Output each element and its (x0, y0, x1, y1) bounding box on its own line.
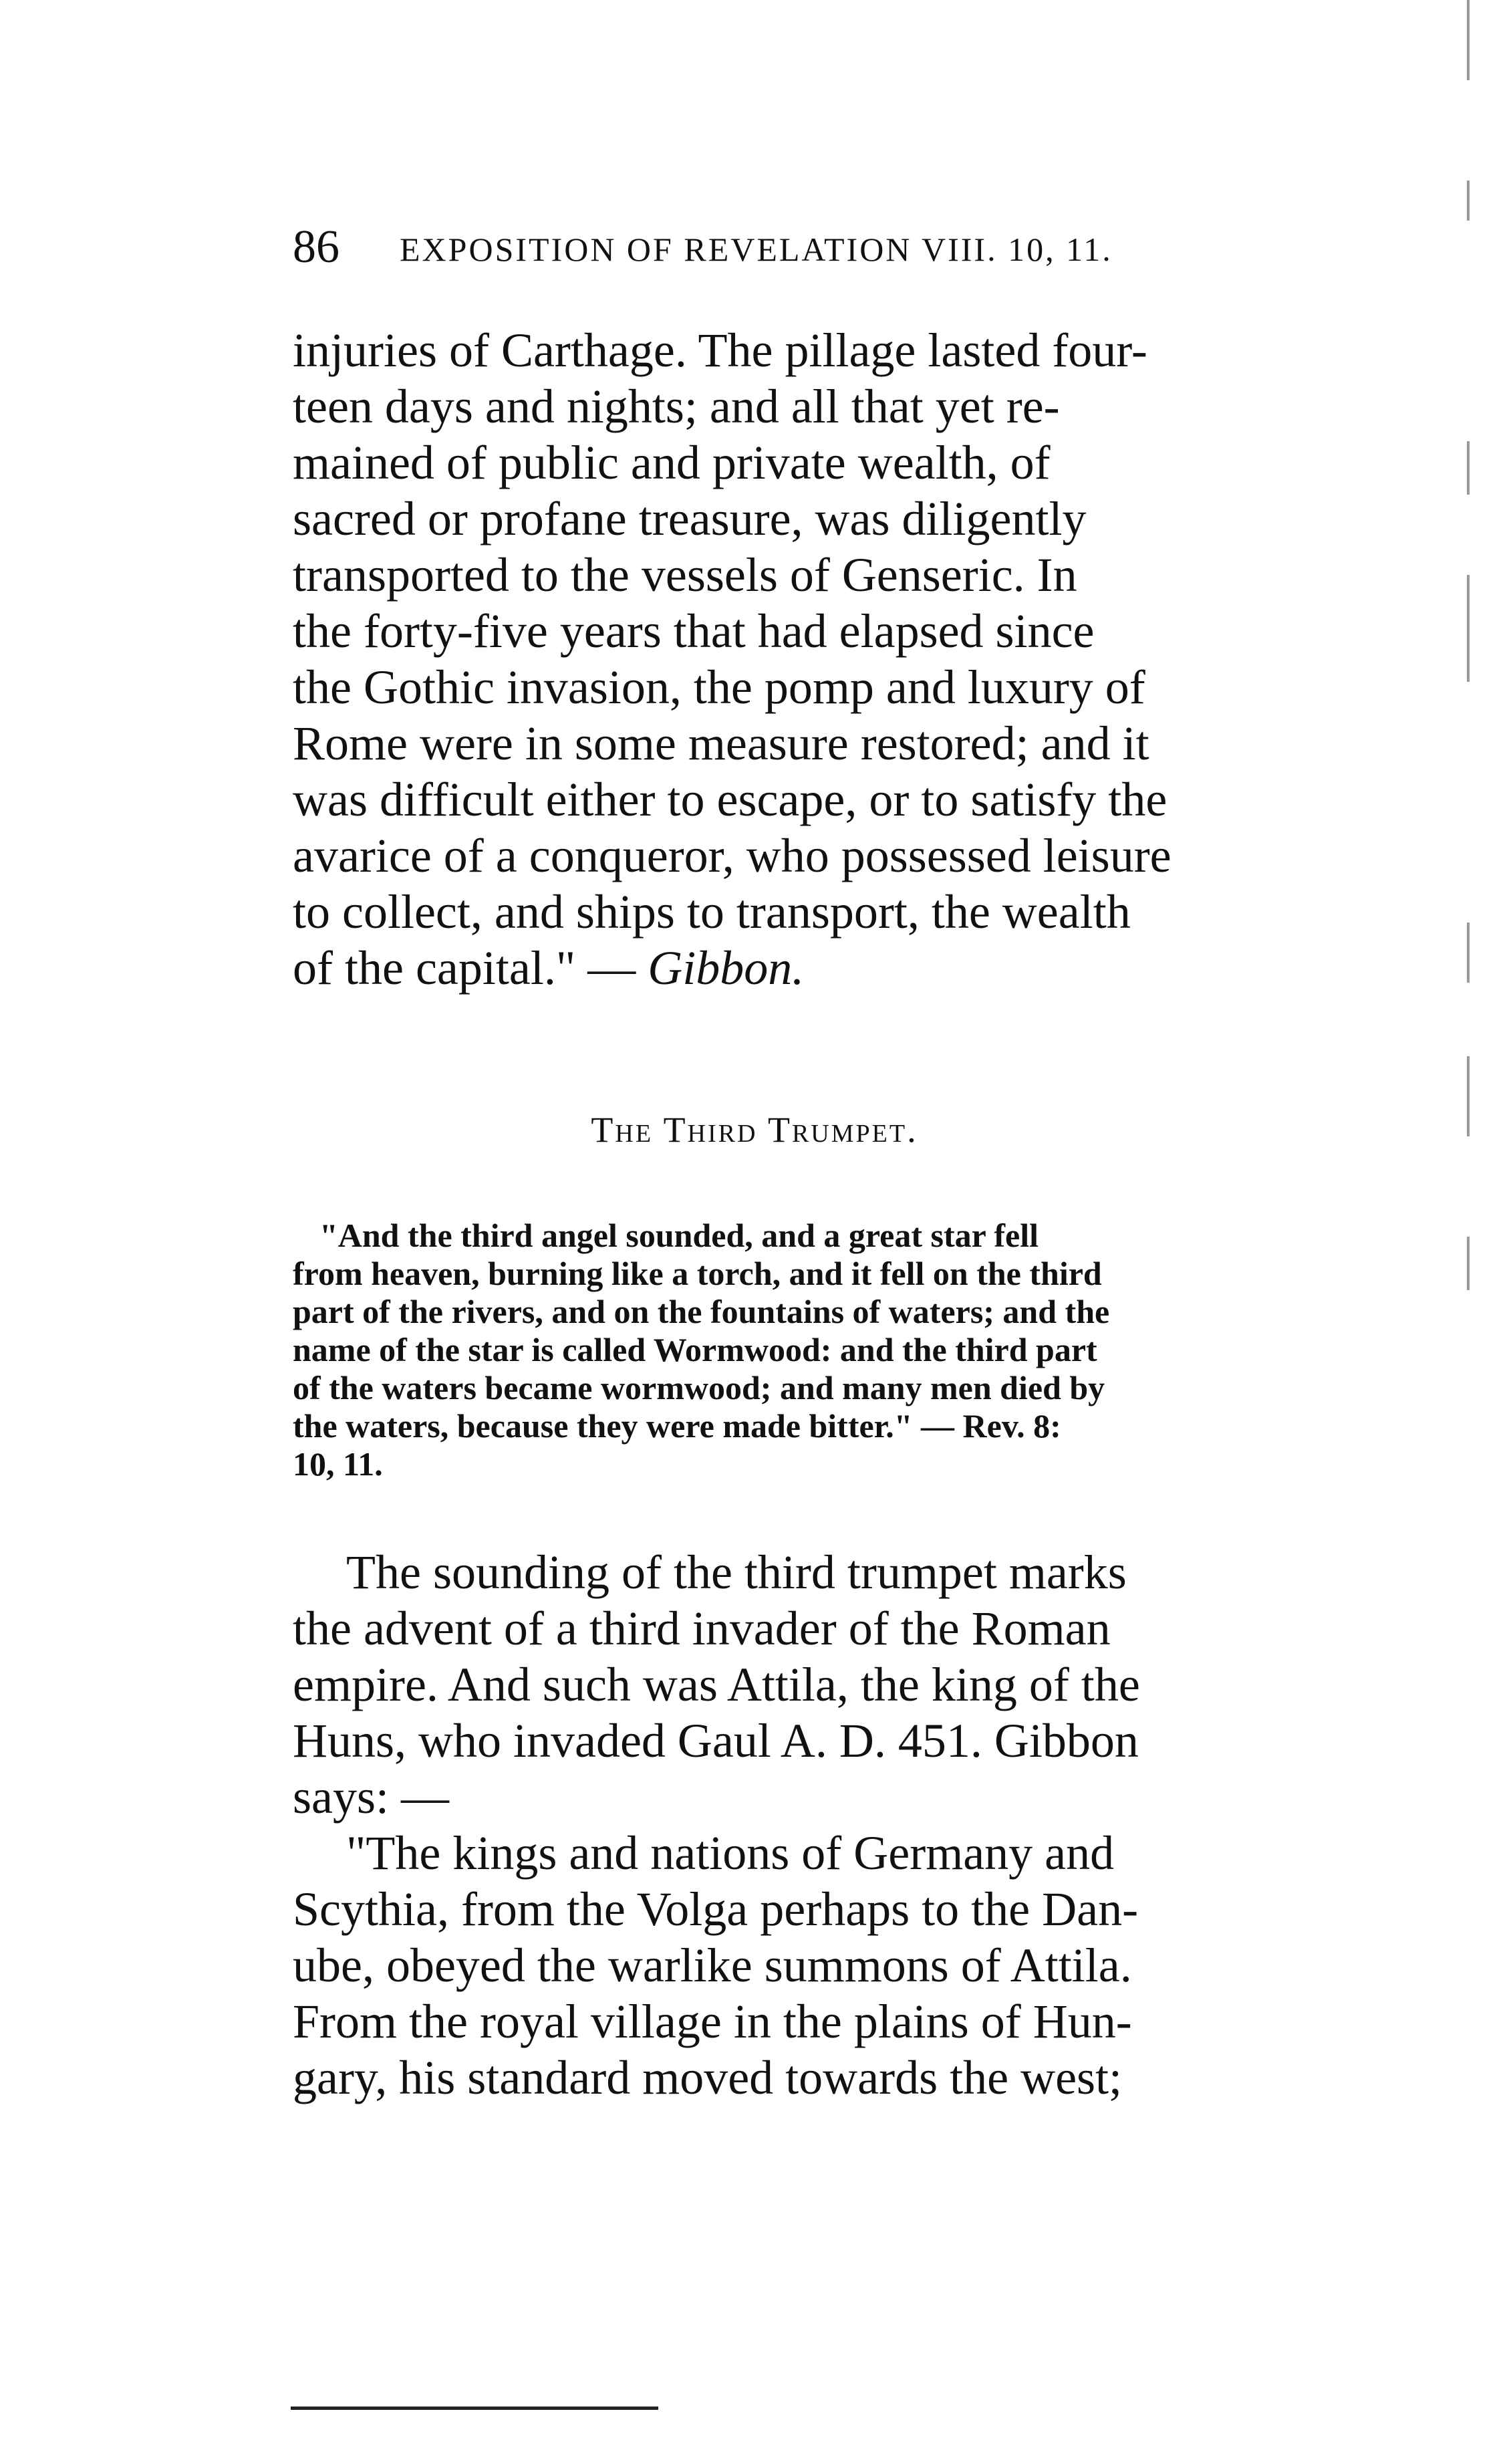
text-line: injuries of Carthage. The pillage lasted four- (293, 324, 1147, 377)
paragraph-gibbon-carthage (293, 322, 1429, 996)
text-line: teen days and nights; and all that yet re- (293, 380, 1060, 433)
text-line: From the royal village in the plains of Hun- (293, 1995, 1132, 2048)
text-line: "The kings and nations of Germany and (346, 1826, 1115, 1880)
text-line: the advent of a third invader of the Roman (293, 1602, 1111, 1655)
text-line: The sounding of the third trumpet marks (346, 1546, 1127, 1599)
text-line: sacred or profane treasure, was diligently (293, 492, 1087, 545)
scan-edge-mark (1467, 180, 1470, 221)
text-line: to collect, and ships to transport, the wealth (293, 885, 1131, 939)
text-line: the Gothic invasion, the pomp and luxury of (293, 660, 1145, 714)
scripture-quote (293, 1217, 1429, 1483)
text-line: transported to the vessels of Genseric. In (293, 548, 1077, 602)
running-head: EXPOSITION OF REVELATION VIII. 10, 11. (400, 231, 1113, 268)
quote-line: from heaven, burning like a torch, and it fell on the third (293, 1255, 1102, 1292)
scan-edge-mark (1467, 0, 1470, 80)
quote-line: the waters, because they were made bitter." — Rev. 8: (293, 1407, 1061, 1445)
section-heading: The Third Trumpet. (591, 1110, 918, 1150)
scan-edge-mark (1467, 922, 1470, 983)
page-number: 86 (293, 221, 339, 273)
text-line-with-attribution (293, 940, 1429, 996)
quote-line: 10, 11. (293, 1445, 383, 1483)
text-line: Huns, who invaded Gaul A. D. 451. Gibbon (293, 1714, 1139, 1767)
text-line: empire. And such was Attila, the king of the (293, 1658, 1140, 1711)
footer-rule (291, 2407, 658, 2410)
quote-line: "And the third angel sounded, and a great star fell (319, 1217, 1039, 1254)
text-fragment: of the capital." — (293, 941, 648, 995)
text-line: the forty-five years that had elapsed since (293, 604, 1095, 658)
text-line: ube, obeyed the warlike summons of Attila. (293, 1939, 1132, 1992)
text-line: says: — (293, 1770, 449, 1824)
text-line: was difficult either to escape, or to satisfy the (293, 773, 1168, 826)
page-header (293, 221, 1282, 274)
quote-line: part of the rivers, and on the fountains of waters; and the (293, 1293, 1110, 1330)
text-line: mained of public and private wealth, of (293, 436, 1051, 489)
text-line: Scythia, from the Volga perhaps to the Dan- (293, 1882, 1139, 1936)
attribution: Gibbon. (648, 941, 805, 995)
text-line: avarice of a conqueror, who possessed leisure (293, 829, 1172, 882)
scan-edge-mark (1467, 1056, 1470, 1136)
text-line: gary, his standard moved towards the west; (293, 2051, 1123, 2104)
scan-edge-mark (1467, 575, 1470, 682)
scan-edge-mark (1467, 441, 1470, 495)
paragraph-third-trumpet (293, 1544, 1429, 2106)
scan-edge-mark (1467, 1237, 1470, 1290)
quote-line: of the waters became wormwood; and many men died by (293, 1369, 1105, 1406)
text-line: Rome were in some measure restored; and it (293, 717, 1149, 770)
quote-line: name of the star is called Wormwood: and the third part (293, 1331, 1097, 1368)
